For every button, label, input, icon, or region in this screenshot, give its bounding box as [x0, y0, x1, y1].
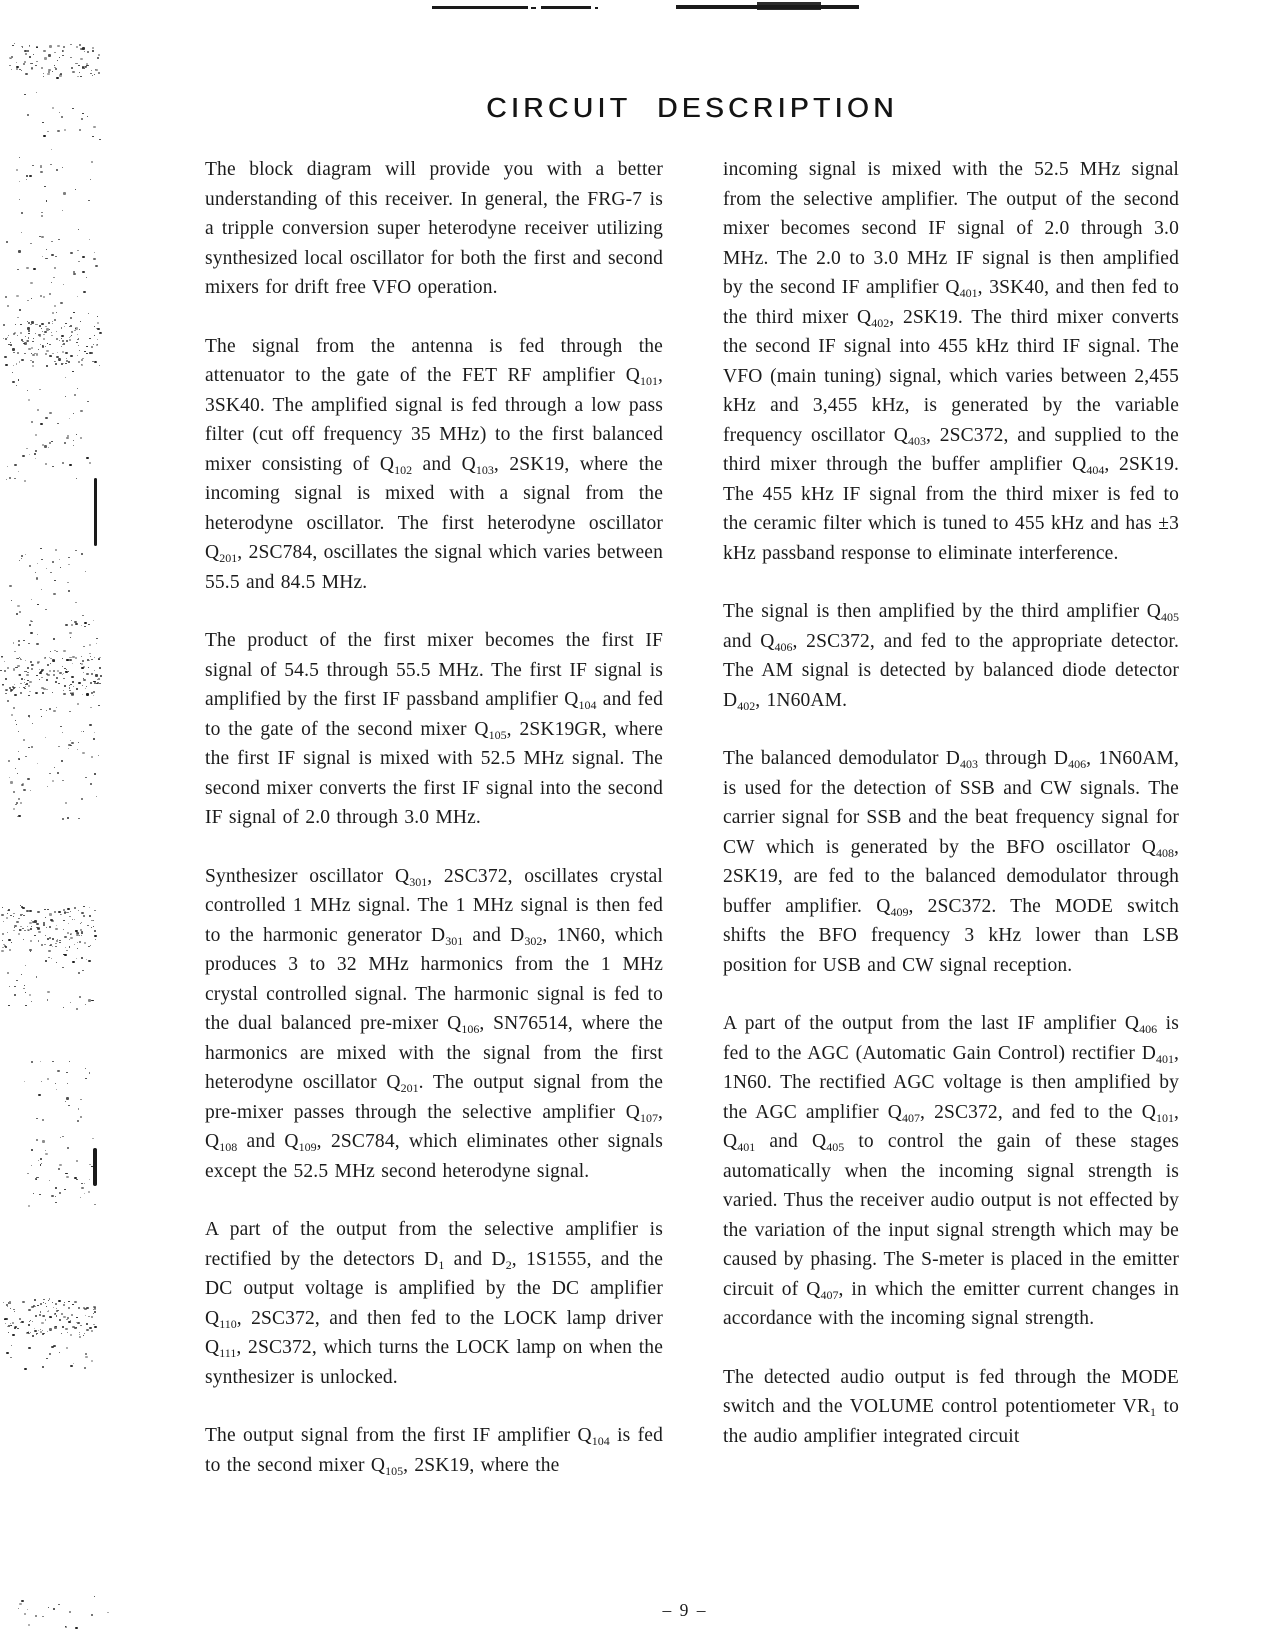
left-text-column: [205, 155, 663, 1480]
paragraph: A part of the output from the last IF amplifier $Q_{406}$ is fed to the AGC (Automatic Gain Control) rectifier $D_{401}$, 1N60. The rectified AGC voltage is then amplified by the AGC amplifier $Q_{407}$, 2SC372, and fed to the $Q_{101}$, $Q_{401}$ and $Q_{405}$ to control the gain of these stages automatically when the incoming signal strength is varied. Thus the receiver audio output is not effected by the variation of the input signal strength which may be caused by phasing. The S-meter is placed in the emitter circuit of $Q_{407}$, in which the emitter current changes in accordance with the incoming signal strength.: [723, 1013, 1180, 1329]
scan-stroke-artifact: [94, 478, 97, 546]
paragraph: Synthesizer oscillator $Q_{301}$, 2SC372, oscillates crystal controlled 1 MHz signal. The 1 MHz signal is then fed to the harmonic generator $D_{301}$ and $D_{302}$, 1N60, which produces 3 to 32 MHz harmonics from the 1 MHz crystal controlled signal. The harmonic signal is fed to the dual balanced pre-mixer $Q_{106}$, SN76514, where the harmonics are mixed with the signal from the first heterodyne oscillator $Q_{201}$. The output signal from the pre-mixer passes through the selective amplifier $Q_{107}$, $Q_{108}$ and $Q_{109}$, 2SC784, which eliminates other signals except the 52.5 MHz second heterodyne signal.: [205, 865, 664, 1182]
paragraph: incoming signal is mixed with the 52.5 MHz signal from the selective amplifier. The output of the second mixer becomes second IF signal of 2.0 through 3.0 MHz. The 2.0 to 3.0 MHz IF signal is then amplified by the second IF amplifier $Q_{401}$, 3SK40, and then fed to the third mixer $Q_{402}$, 2SK19. The third mixer converts the second IF signal into 455 kHz third IF signal. The VFO (main tuning) signal, which varies between 2,455 kHz and 3,455 kHz, is generated by the variable frequency oscillator $Q_{403}$, 2SC372, and supplied to the third mixer through the buffer amplifier $Q_{404}$, 2SK19. The 455 kHz IF signal from the third mixer is fed to the ceramic filter which is tuned to 455 kHz and has ±3 kHz passband response to eliminate interference.: [723, 159, 1180, 564]
scan-line-artifact: [595, 7, 598, 9]
paragraph: A part of the output from the selective amplifier is rectified by the detectors $D_1$ and $D_2$, 1S1555, and the DC output voltage is amplified by the DC amplifier $Q_{110}$, 2SC372, and then fed to the LOCK lamp driver $Q_{111}$, 2SC372, which turns the LOCK lamp on when the synthesizer is unlocked.: [205, 1219, 663, 1388]
page-number: – 9 –: [662, 1600, 708, 1620]
paragraph: The signal is then amplified by the third amplifier $Q_{405}$ and $Q_{406}$, 2SC372, and fed to the appropriate detector. The AM signal is detected by balanced diode detector $D_{402}$, 1N60AM.: [723, 601, 1180, 713]
right-text-column: [723, 155, 1179, 1451]
page-title: CIRCUIT DESCRIPTION: [486, 92, 898, 123]
paragraph: The signal from the antenna is fed through the attenuator to the gate of the FET RF amplifier $Q_{101}$, 3SK40. The amplified signal is fed through a low pass filter (cut off frequency 35 MHz) to the first balanced mixer consisting of $Q_{102}$ and $Q_{103}$, 2SK19, where the incoming signal is mixed with a signal from the heterodyne oscillator. The first heterodyne oscillator $Q_{201}$, 2SC784, oscillates the signal which varies between 55.5 and 84.5 MHz.: [205, 335, 663, 593]
scan-line-artifact: [432, 6, 528, 9]
paragraph: The block diagram will provide you with a better understanding of this receiver. In general, the FRG-7 is a tripple conversion super heterodyne receiver utilizing synthesized local oscillator for both the first and second mixers for drift free VFO operation.: [205, 159, 663, 298]
scan-line-artifact: [531, 7, 536, 9]
paragraph: The output signal from the first IF amplifier $Q_{104}$ is fed to the second mixer $Q_{105}$, 2SK19, where the: [205, 1425, 663, 1478]
paragraph: The balanced demodulator $D_{403}$ through $D_{406}$, 1N60AM, is used for the detection of SSB and CW signals. The carrier signal for SSB and the beat frequency signal for CW which is generated by the BFO oscillator $Q_{408}$, 2SK19, are fed to the balanced demodulator through buffer amplifier. $Q_{409}$, 2SC372. The MODE switch shifts the BFO frequency 3 kHz lower than LSB position for USB and CW signal reception.: [723, 748, 1179, 976]
scan-line-artifact: [757, 2, 821, 10]
scan-stroke-artifact: [93, 1148, 97, 1186]
scan-line-artifact: [541, 6, 591, 9]
paragraph: The product of the first mixer becomes the first IF signal of 54.5 through 55.5 MHz. The first IF signal is amplified by the first IF passband amplifier $Q_{104}$ and fed to the gate of the second mixer $Q_{105}$, 2SK19GR, where the first IF signal is mixed with 52.5 MHz signal. The second mixer converts the first IF signal into the second IF signal of 2.0 through 3.0 MHz.: [205, 630, 663, 828]
paragraph: The detected audio output is fed through the MODE switch and the VOLUME control potentiometer $VR_1$ to the audio amplifier integrated circuit: [723, 1366, 1179, 1447]
scan-line-artifact: [840, 6, 858, 9]
